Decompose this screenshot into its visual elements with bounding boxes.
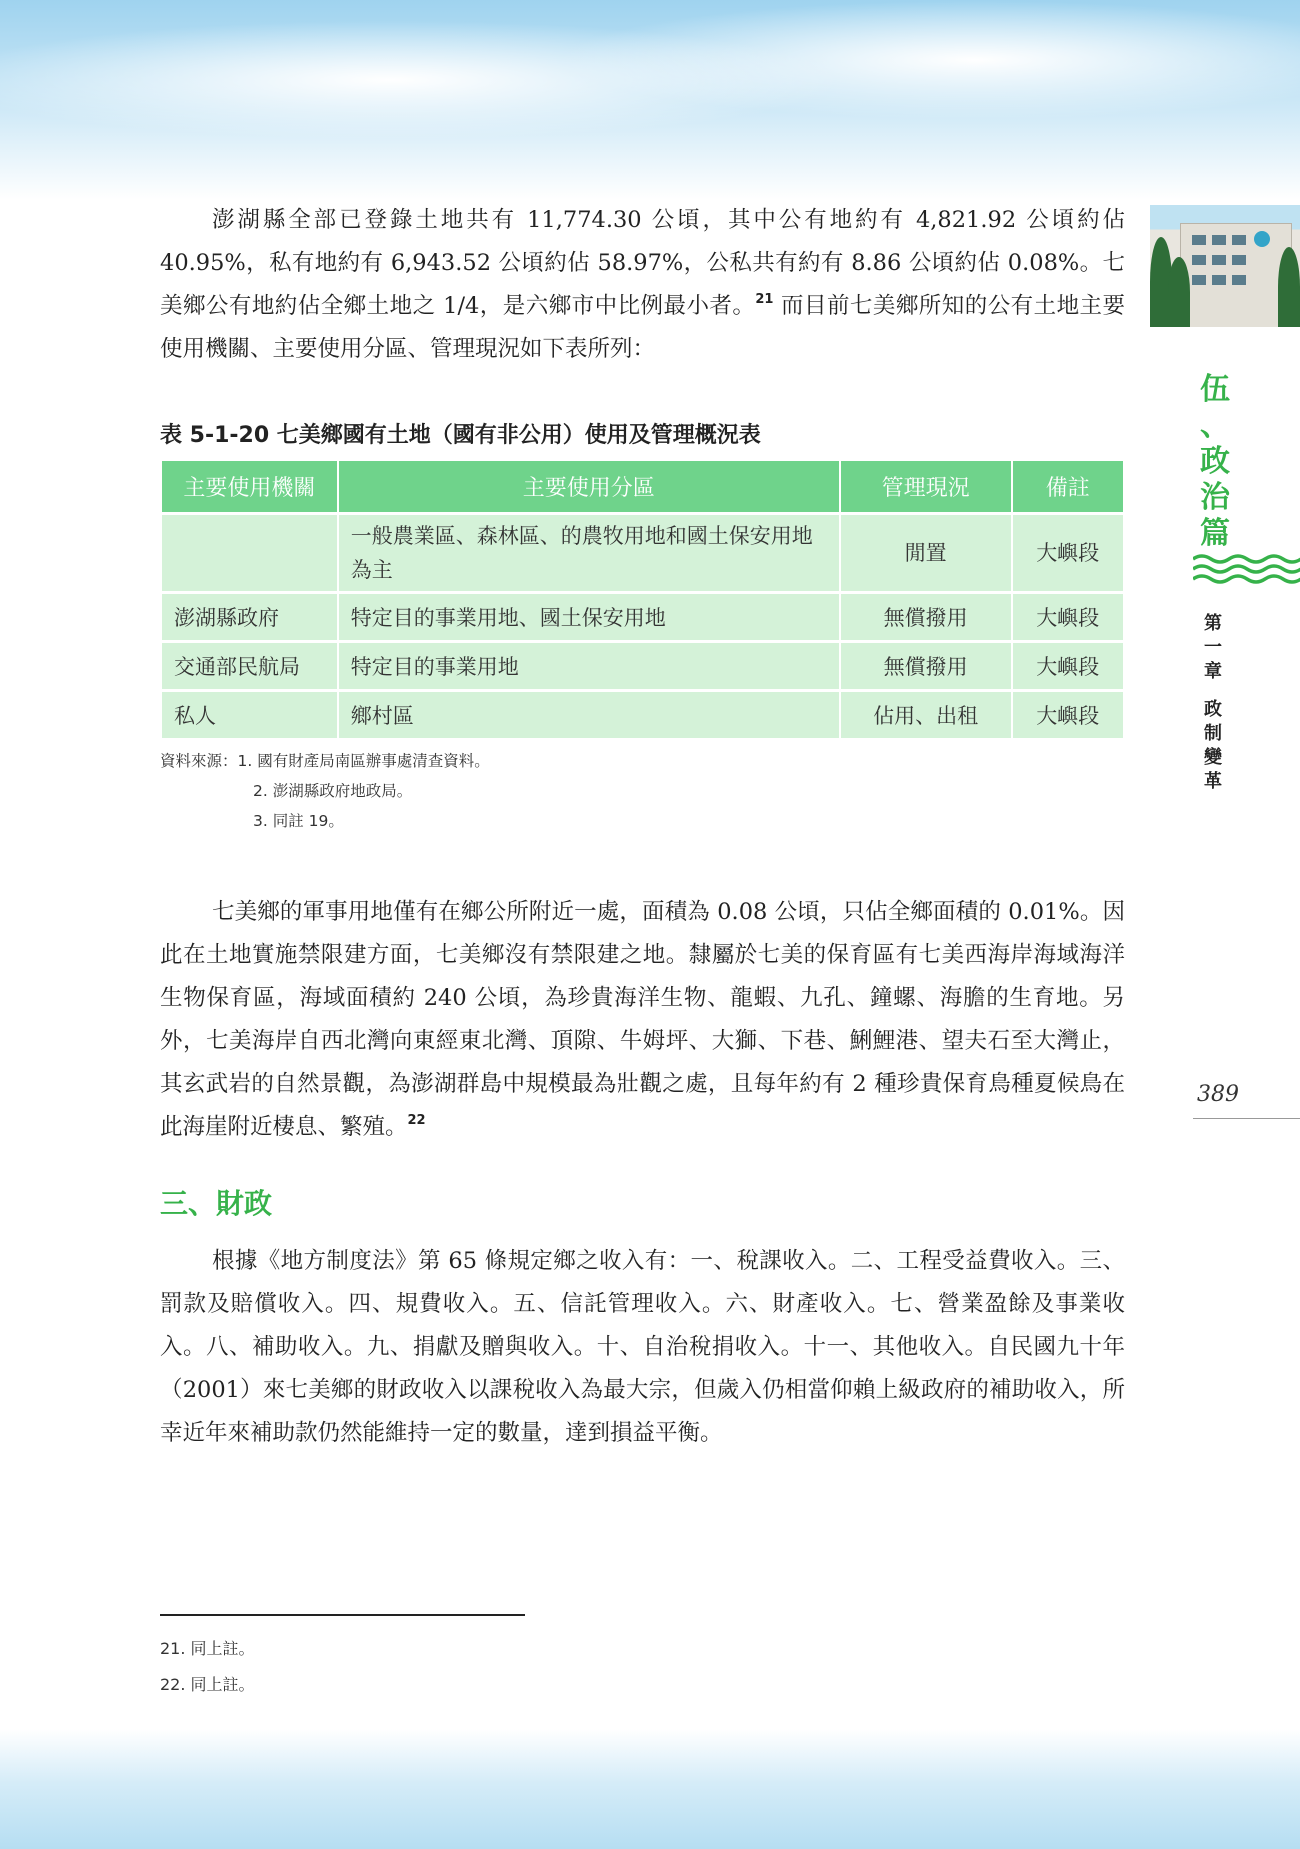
tree — [1278, 247, 1300, 327]
land-paragraph-text: 澎湖縣全部已登錄土地共有 11,774.30 公頃，其中公有地約有 4,821.92 公頃約佔 40.95%，私有地約有 6,943.52 公頃約佔 58.97%，公私共有約有 8.86 公頃約佔 0.08%。七美鄉公有地約佔全鄉土地之 1/4，是六鄉市中比例最小者。 — [160, 207, 1125, 319]
footnote-ref-21[interactable]: 21 — [755, 292, 774, 307]
land-paragraph — [160, 199, 1125, 371]
military-land-text: 七美鄉的軍事用地僅有在鄉公所附近一處，面積為 0.08 公頃，只佔全鄉面積的 0.01%。因此在土地實施禁限建方面，七美鄉沒有禁限建之地。隸屬於七美的保育區有七美西海岸海域海洋生物保育區，海域面積約 240 公頃，為珍貴海洋生物、龍蝦、九孔、鐘螺、海膽的生育地。另外，七美海岸自西北灣向東經東北灣、頂隙、牛姆坪、大獅、下巷、鯏鯉港、望夫石至大灣止，其玄武岩的自然景觀，為澎湖群島中規模最為壯觀之處，且每年約有 2 種珍貴保育鳥種夏候鳥在此海崖附近棲息、繁殖。 — [160, 899, 1125, 1140]
part-title-vertical — [1200, 372, 1228, 552]
table-caption: 表 5-1-20 七美鄉國有土地（國有非公用）使用及管理概況表 — [160, 423, 761, 448]
wave-footer-background — [0, 1729, 1300, 1849]
building-window — [1192, 235, 1206, 245]
table-header-cell: 主要使用機關 — [162, 461, 337, 512]
table-cell-note: 大嶼段 — [1013, 692, 1123, 738]
building-window — [1212, 275, 1226, 285]
table-cell-zone: 一般農業區、森林區、的農牧用地和國土保安用地為主 — [339, 515, 839, 591]
part-title-char: 政 — [1200, 444, 1230, 479]
table-header-row — [162, 461, 1123, 512]
table-cell-note: 大嶼段 — [1013, 515, 1123, 591]
source-line: 2. 澎湖縣政府地政局。 — [253, 782, 413, 800]
wave-decoration-icon — [1193, 553, 1300, 589]
table-cell-agency: 私人 — [162, 692, 337, 738]
chapter-char: 章 — [1204, 661, 1222, 682]
chapter-char: 變 — [1204, 747, 1222, 768]
page-number-rule — [1193, 1118, 1300, 1119]
chapter-char: 政 — [1204, 699, 1222, 720]
chapter-spacer — [1202, 684, 1224, 698]
military-land-paragraph — [160, 891, 1125, 1149]
table-cell-note: 大嶼段 — [1013, 643, 1123, 689]
table-cell-status: 佔用、出租 — [841, 692, 1011, 738]
chapter-char: 制 — [1204, 723, 1222, 744]
land-paragraph-text-cont: 而目前七美鄉所知的公有土地主要使用機關、主要使用分區、管理現況如下表所列： — [160, 293, 1125, 362]
table-row — [162, 692, 1123, 738]
table-row — [162, 515, 1123, 591]
building-window — [1232, 255, 1246, 265]
building-emblem — [1254, 231, 1270, 247]
table-cell-note: 大嶼段 — [1013, 594, 1123, 640]
footnote-item: 22. 同上註。 — [160, 1675, 255, 1694]
chapter-title-vertical — [1202, 612, 1224, 794]
section-heading-finance: 三、財政 — [160, 1187, 273, 1220]
table-cell-agency — [162, 515, 337, 591]
table-row — [162, 594, 1123, 640]
land-use-table — [160, 458, 1125, 741]
chapter-char: 一 — [1204, 637, 1222, 658]
building-window — [1232, 235, 1246, 245]
table-cell-status: 無償撥用 — [841, 594, 1011, 640]
sky-header-background — [0, 0, 1300, 200]
finance-paragraph: 根據《地方制度法》第 65 條規定鄉之收入有：一、稅課收入。二、工程受益費收入。三、罰款及賠償收入。四、規費收入。五、信託管理收入。六、財產收入。七、營業盈餘及事業收入。八、補助收入。九、捐獻及贈與收入。十、自治稅捐收入。十一、其他收入。自民國九十年（2001）來七美鄉的財政收入以課稅收入為最大宗，但歲入仍相當仰賴上級政府的補助收入，所幸近年來補助款仍然能維持一定的數量，達到損益平衡。 — [160, 1248, 1125, 1446]
table-cell-zone: 特定目的事業用地 — [339, 643, 839, 689]
part-title-char: 、 — [1200, 408, 1230, 443]
part-title-char: 伍 — [1200, 372, 1230, 407]
building-window — [1212, 235, 1226, 245]
table-cell-agency: 交通部民航局 — [162, 643, 337, 689]
building-window — [1232, 275, 1246, 285]
table-row — [162, 643, 1123, 689]
footnotes — [160, 1631, 255, 1703]
table-header-cell: 主要使用分區 — [339, 461, 839, 512]
chapter-char: 革 — [1204, 771, 1222, 792]
chapter-char: 第 — [1204, 613, 1222, 634]
source-line: 3. 同註 19。 — [253, 812, 344, 830]
tree — [1168, 257, 1190, 327]
footnote-ref-22[interactable]: 22 — [407, 1113, 426, 1128]
table-cell-agency: 澎湖縣政府 — [162, 594, 337, 640]
footnote-item: 21. 同上註。 — [160, 1639, 255, 1658]
table-cell-zone: 鄉村區 — [339, 692, 839, 738]
township-office-photo — [1150, 205, 1300, 327]
table-header-cell: 備註 — [1013, 461, 1123, 512]
footnote-rule — [160, 1614, 525, 1616]
page-number: 389 — [1197, 1082, 1239, 1107]
building-window — [1192, 255, 1206, 265]
table-sources — [160, 746, 960, 836]
building-window — [1212, 255, 1226, 265]
table-cell-status: 無償撥用 — [841, 643, 1011, 689]
part-title-char: 治 — [1200, 480, 1230, 515]
part-title-char: 篇 — [1200, 516, 1230, 551]
table-cell-zone: 特定目的事業用地、國土保安用地 — [339, 594, 839, 640]
table-header-cell: 管理現況 — [841, 461, 1011, 512]
building-window — [1192, 275, 1206, 285]
source-line: 資料來源：1. 國有財產局南區辦事處清查資料。 — [160, 752, 490, 770]
table-cell-status: 閒置 — [841, 515, 1011, 591]
